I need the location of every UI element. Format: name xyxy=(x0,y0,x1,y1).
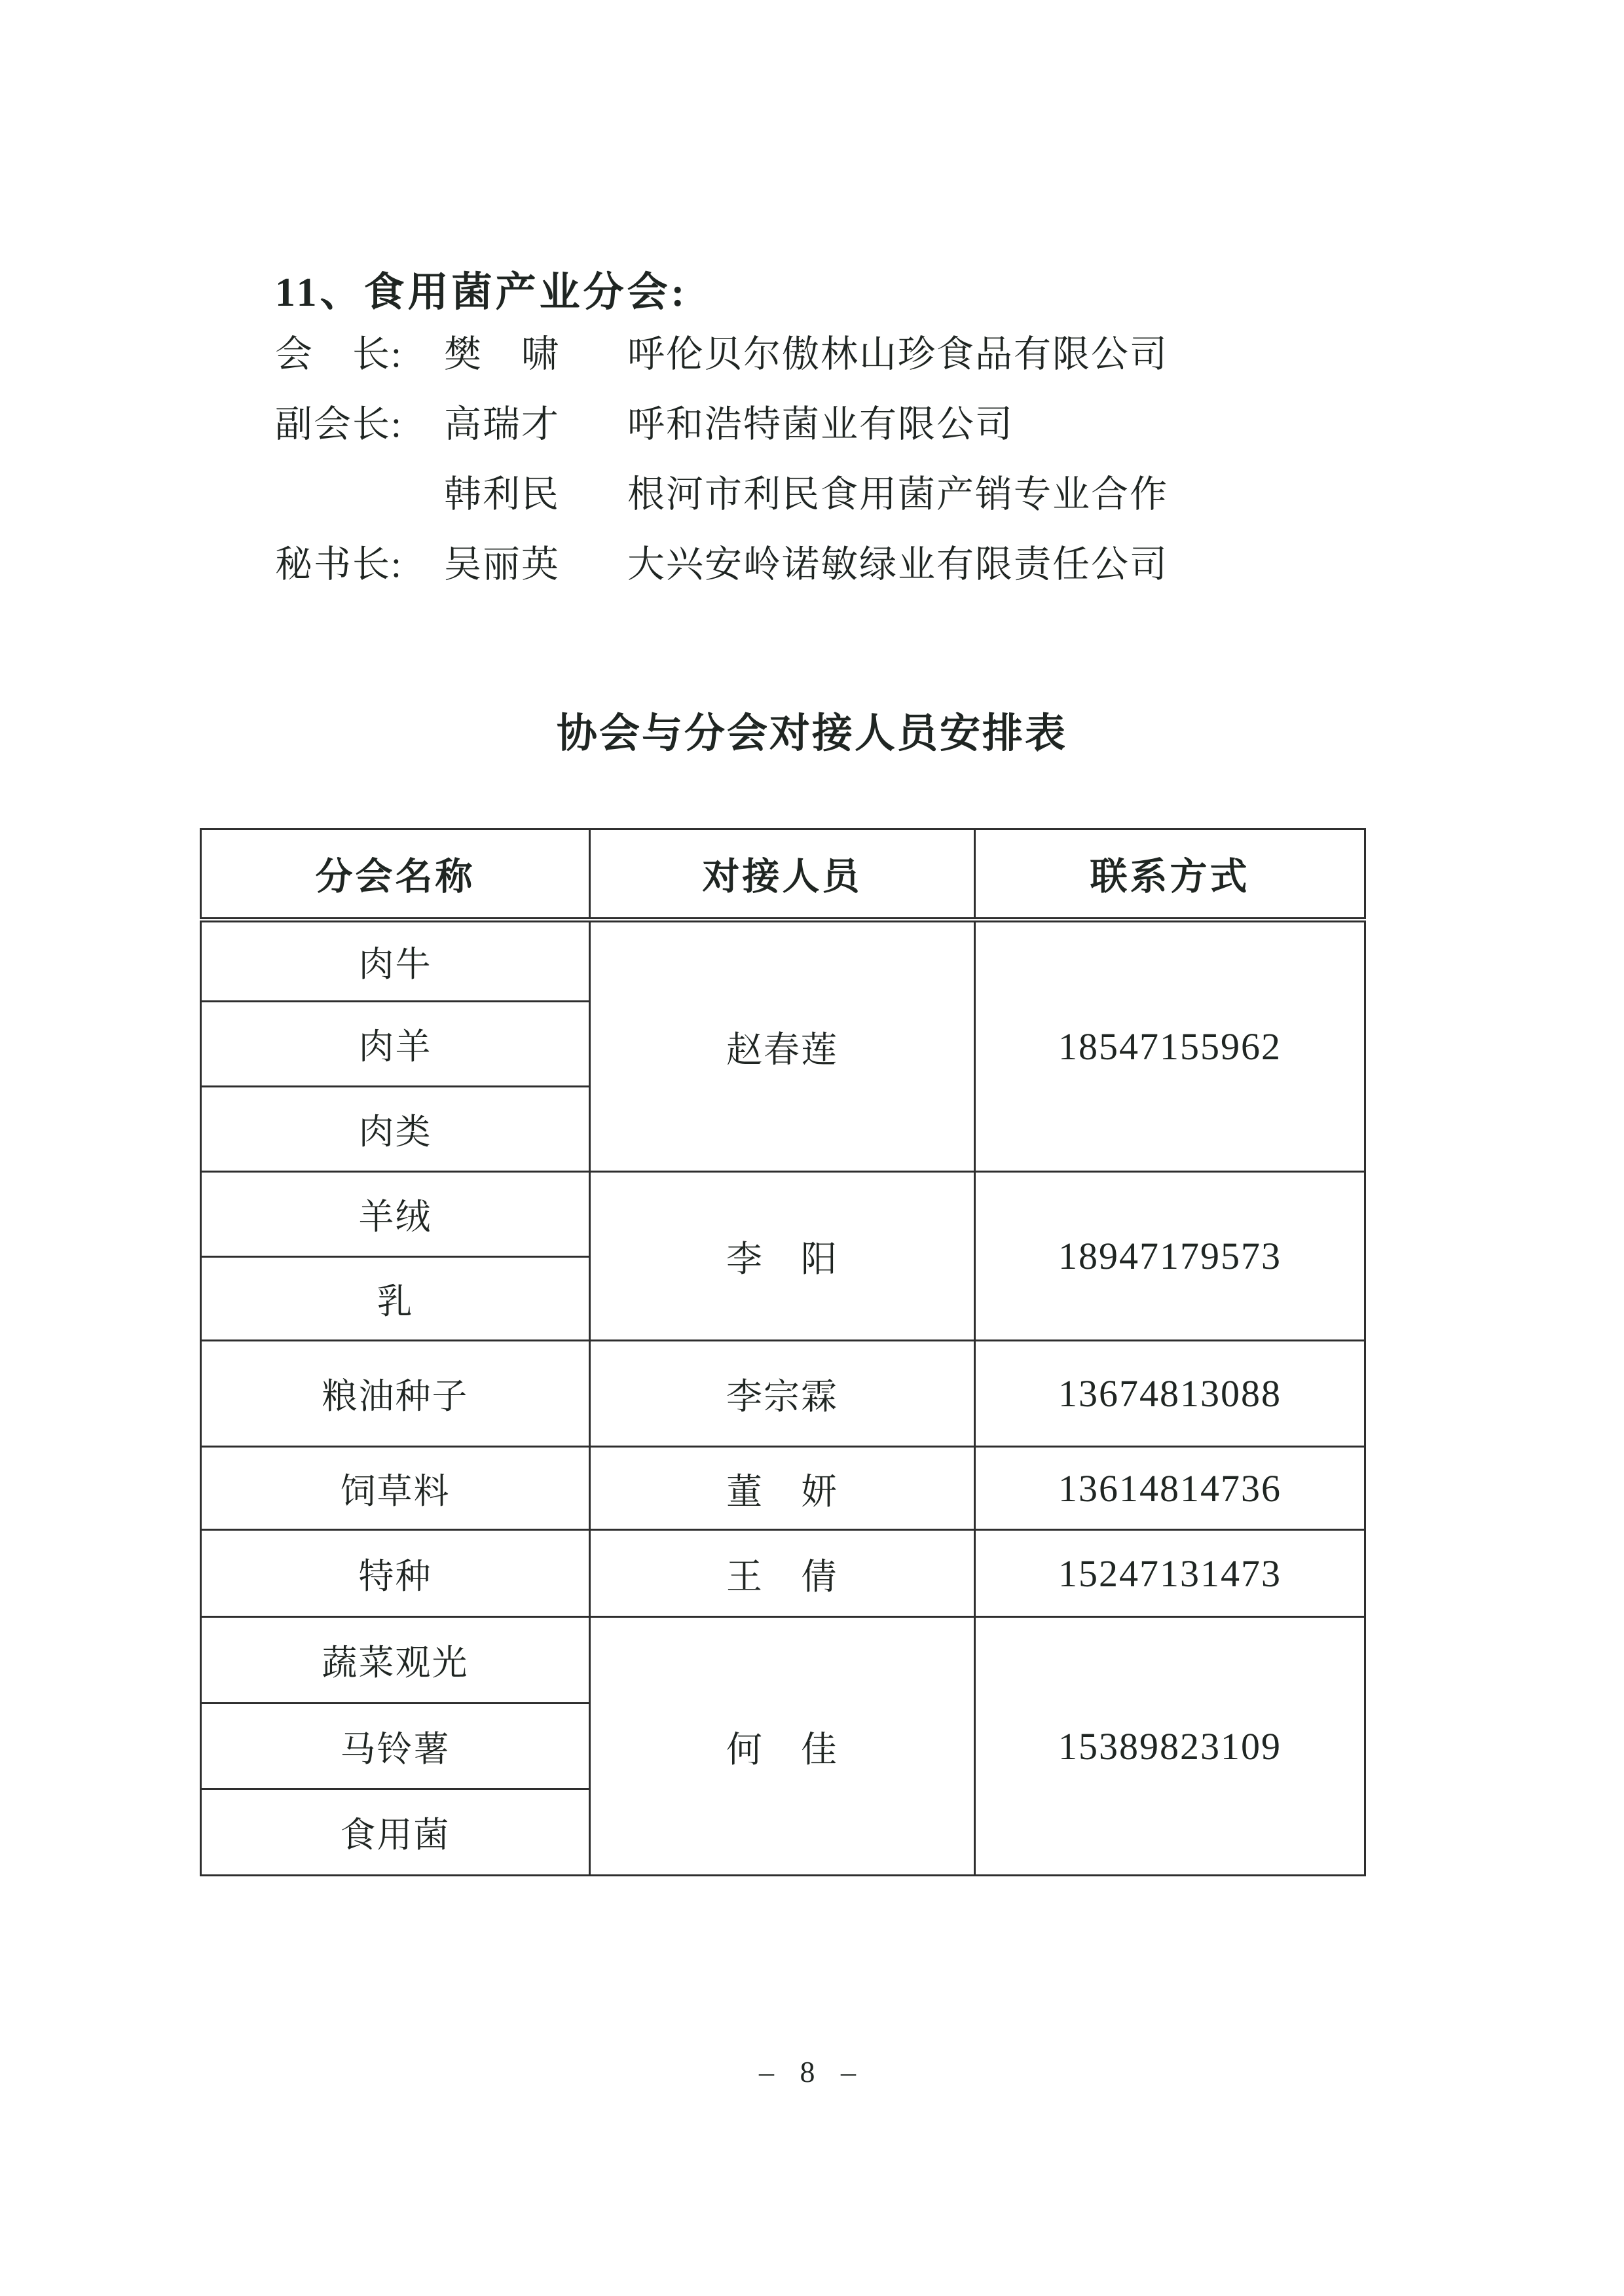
phone-cell: 13674813088 xyxy=(975,1341,1365,1447)
contact-cell: 李 阳 xyxy=(590,1172,975,1341)
officer-name: 樊 啸 xyxy=(444,333,560,375)
contact-cell: 何 佳 xyxy=(590,1617,975,1876)
officer-organization: 根河市利民食用菌产销专业合作 xyxy=(627,473,1168,515)
phone-cell: 15247131473 xyxy=(975,1530,1365,1617)
officer-organization: 大兴安岭诺敏绿业有限责任公司 xyxy=(627,543,1168,585)
contact-cell: 董 妍 xyxy=(590,1447,975,1530)
branch-cell: 粮油种子 xyxy=(201,1341,590,1447)
branch-cell: 羊绒 xyxy=(201,1172,590,1257)
header-cell-phone: 联系方式 xyxy=(975,829,1365,920)
officer-organization: 呼和浩特菌业有限公司 xyxy=(627,403,1014,445)
table-title: 协会与分会对接人员安排表 xyxy=(556,711,1067,756)
contacts-table xyxy=(200,828,1366,1876)
header-cell-contact: 对接人员 xyxy=(590,829,975,920)
page-number: – 8 – xyxy=(759,2055,865,2088)
branch-cell: 蔬菜观光 xyxy=(201,1617,590,1704)
officer-row xyxy=(275,316,1454,386)
officer-name: 吴丽英 xyxy=(444,543,560,585)
phone-cell: 18547155962 xyxy=(975,920,1365,1172)
branch-cell: 马铃薯 xyxy=(201,1704,590,1789)
officer-name: 韩利民 xyxy=(444,473,560,515)
table-row xyxy=(201,1530,1365,1617)
officer-row xyxy=(275,526,1454,596)
phone-cell: 18947179573 xyxy=(975,1172,1365,1341)
officer-role: 会 长: xyxy=(275,333,403,375)
header-cell-branch: 分会名称 xyxy=(201,829,590,920)
officer-list xyxy=(275,316,1454,596)
table-row xyxy=(201,920,1365,1002)
branch-cell: 饲草料 xyxy=(201,1447,590,1530)
phone-cell: 15389823109 xyxy=(975,1617,1365,1876)
officer-organization: 呼伦贝尔傲林山珍食品有限公司 xyxy=(627,333,1168,375)
table-header-row xyxy=(201,829,1365,920)
officer-role: 副会长: xyxy=(275,403,403,445)
officer-role: 秘书长: xyxy=(275,543,403,585)
table-row xyxy=(201,1341,1365,1447)
officer-row xyxy=(275,456,1454,526)
contact-cell: 王 倩 xyxy=(590,1530,975,1617)
table-row xyxy=(201,1447,1365,1530)
officer-row xyxy=(275,386,1454,456)
contact-cell: 赵春莲 xyxy=(590,920,975,1172)
table-row xyxy=(201,1617,1365,1704)
branch-cell: 乳 xyxy=(201,1257,590,1341)
branch-cell: 食用菌 xyxy=(201,1789,590,1876)
section-heading: 11、食用菌产业分会: xyxy=(275,270,688,315)
branch-cell: 肉羊 xyxy=(201,1002,590,1087)
contact-cell: 李宗霖 xyxy=(590,1341,975,1447)
phone-cell: 13614814736 xyxy=(975,1447,1365,1530)
branch-cell: 肉类 xyxy=(201,1087,590,1172)
branch-cell: 肉牛 xyxy=(201,920,590,1002)
branch-cell: 特种 xyxy=(201,1530,590,1617)
officer-name: 高瑞才 xyxy=(444,403,560,445)
table-row xyxy=(201,1172,1365,1257)
